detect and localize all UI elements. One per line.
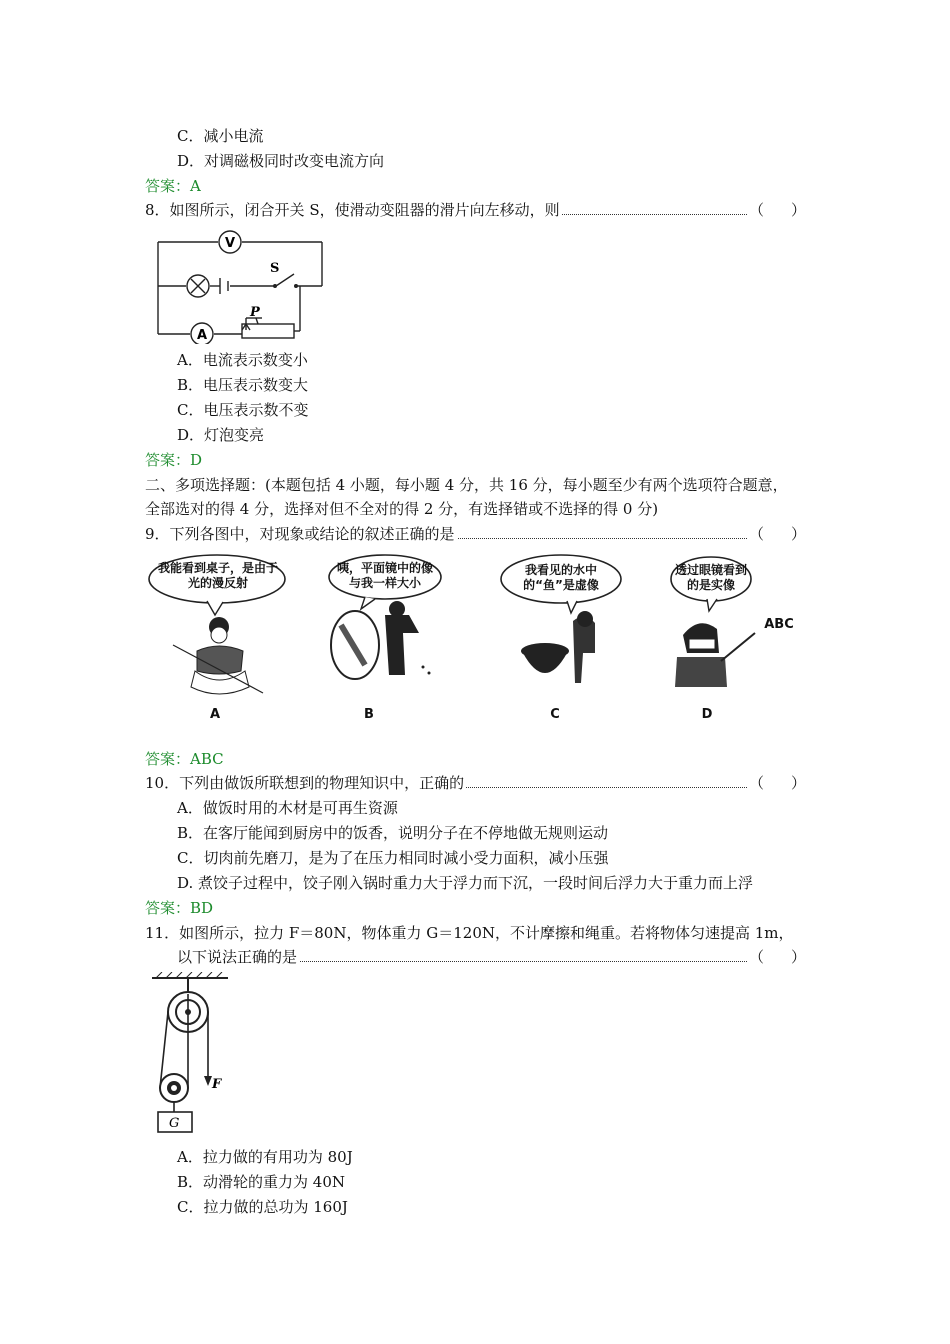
weight-label: G	[169, 1116, 180, 1131]
section2-heading-line1: 二、多项选择题：(本题包括 4 小题，每小题 4 分，共 16 分，每小题至少有两个选项符合题意，	[145, 476, 788, 494]
q8-option-b: B．电压表示数变大	[177, 376, 309, 394]
q10-option-d: D. 煮饺子过程中，饺子刚入锅时重力大于浮力而下沉，一段时间后浮力大于重力而上浮	[177, 874, 754, 892]
panel-a-label: A	[209, 707, 221, 722]
switch-label: S	[270, 261, 280, 276]
q7-option-c: C．减小电流	[177, 127, 264, 145]
voltmeter-label: V	[224, 236, 236, 251]
q7-option-d: D．对调磁极同时改变电流方向	[177, 152, 385, 170]
q11-option-c: C．拉力做的总功为 160J	[177, 1198, 348, 1216]
ammeter-label: A	[196, 328, 208, 343]
q11-option-b: B．动滑轮的重力为 40N	[177, 1173, 346, 1191]
force-label: F	[212, 1077, 222, 1092]
panel-b-bubble: 咦，平面镜中的像与我一样大小	[336, 561, 433, 590]
q11-option-a: A．拉力做的有用功为 80J	[177, 1148, 353, 1166]
q10-answer: 答案：BD	[145, 899, 214, 917]
q9-answer: 答案：ABC	[145, 750, 224, 768]
q8-answer: 答案：D	[145, 451, 203, 469]
panel-c-label: C	[550, 707, 560, 722]
q8-circuit-figure	[150, 226, 330, 344]
slider-label: P	[250, 305, 260, 320]
q8-option-c: C．电压表示数不变	[177, 401, 309, 419]
q11-pulley-figure	[148, 972, 238, 1142]
q8-option-d: D．灯泡变亮	[177, 426, 265, 444]
q8-stem: 8．如图所示，闭合开关 S，使滑动变阻器的滑片向左移动，则 （ ）	[145, 201, 807, 219]
panel-d-bubble: 透过眼镜看到的是实像	[674, 563, 747, 592]
q9-stem: 9．下列各图中，对现象或结论的叙述正确的是 （ ）	[145, 525, 807, 543]
panel-a-bubble: 我能看到桌子，是由于光的漫反射	[157, 561, 278, 590]
q10-option-b: B．在客厅能闻到厨房中的饭香，说明分子在不停地做无规则运动	[177, 824, 609, 842]
q9-figure-panels	[145, 553, 805, 733]
panel-d-abc-text: ABC	[764, 617, 794, 632]
panel-b-label: B	[364, 707, 374, 722]
q11-stem-line1: 11．如图所示，拉力 F＝80N，物体重力 G＝120N，不计摩擦和绳重。若将物体匀速提高 1m，	[145, 924, 794, 942]
q8-option-a: A．电流表示数变小	[177, 351, 308, 369]
q10-option-a: A．做饭时用的木材是可再生资源	[177, 799, 398, 817]
q10-stem: 10．下列由做饭所联想到的物理知识中，正确的 （ ）	[145, 774, 807, 792]
q11-stem-line2: 以下说法正确的是 （ ）	[177, 948, 807, 966]
q10-option-c: C．切肉前先磨刀，是为了在压力相同时减小受力面积，减小压强	[177, 849, 609, 867]
panel-d-label: D	[701, 707, 713, 722]
q7-answer: 答案：A	[145, 177, 201, 195]
panel-c-bubble: 我看见的水中的“鱼”是虚像	[523, 563, 599, 592]
section2-heading-line2: 全部选对的得 4 分，选择对但不全对的得 2 分，有选择错或不选择的得 0 分)	[145, 500, 659, 518]
